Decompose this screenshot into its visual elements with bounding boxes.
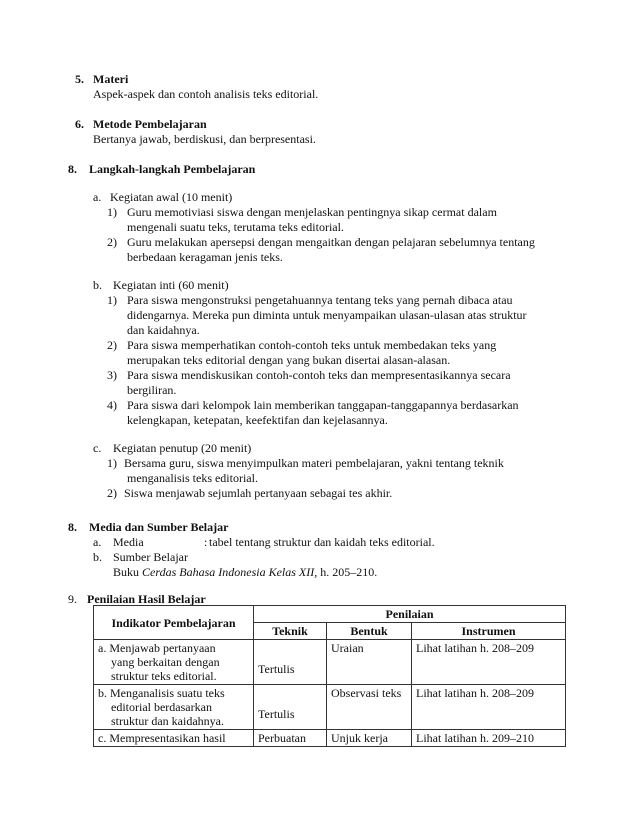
list-item-line: merupakan teks editorial dengan yang bukan disertai alasan-alasan. — [127, 353, 451, 367]
list-number: 1) — [107, 293, 117, 307]
list-number: 1) — [107, 456, 117, 470]
kegiatan-awal-title: Kegiatan awal (10 menit) — [110, 190, 233, 204]
media-label: a. — [93, 535, 102, 549]
section-9-title: Penilaian Hasil Belajar — [87, 592, 206, 606]
teknik-cell: Tertulis — [254, 640, 327, 685]
buku-prefix: Buku — [113, 565, 140, 579]
sumber-name: Sumber Belajar — [113, 550, 188, 564]
teknik-cell: Tertulis — [254, 685, 327, 730]
kegiatan-penutup-title: Kegiatan penutup (20 menit) — [113, 441, 252, 455]
indikator-line: Menjawab pertanyaan — [109, 641, 216, 655]
bentuk-cell: Unjuk kerja — [327, 730, 412, 747]
row-label: c. — [98, 731, 107, 745]
list-item-line: Guru memotiviasi siswa dengan menjelaskan pentingnya sikap cermat dalam — [127, 205, 497, 219]
list-item-line: menganalisis teks editorial. — [127, 471, 258, 485]
header-instrumen: Instrumen — [412, 623, 566, 640]
indikator-line: Menganalisis suatu teks — [110, 686, 225, 700]
list-item-line: Guru melakukan apersepsi dengan mengaitkan dengan pelajaran sebelumnya tentang — [127, 235, 535, 249]
list-item-line: kelengkapan, ketepatan, keefektifan dan kejelasannya. — [127, 413, 388, 427]
list-number: 3) — [107, 368, 117, 382]
section-5-number: 5. — [75, 72, 84, 86]
section-media-title: Media dan Sumber Belajar — [89, 520, 229, 534]
section-6-text: Bertanya jawab, berdiskusi, dan berpresentasi. — [93, 132, 316, 146]
list-item-line: Para siswa memperhatikan contoh-contoh teks untuk membedakan teks yang — [127, 338, 497, 352]
table-row — [94, 730, 566, 747]
list-number: 4) — [107, 398, 117, 412]
list-item-line: didengarnya. Mereka pun diminta untuk menyampaikan ulasan-ulasan atas struktur — [127, 308, 527, 322]
indikator-line: struktur dan kaidahnya. — [111, 714, 224, 728]
kegiatan-awal-label: a. — [93, 190, 102, 204]
media-separator: : — [204, 535, 208, 549]
kegiatan-inti-label: b. — [93, 278, 102, 292]
indikator-cell — [94, 685, 254, 730]
bentuk-cell: Observasi teks — [327, 685, 412, 730]
list-item-line: dan kaidahnya. — [127, 323, 200, 337]
section-5-title: Materi — [93, 72, 129, 86]
table-row — [94, 685, 566, 730]
indikator-line: struktur teks editorial. — [111, 669, 217, 683]
list-item-line: mengenali suatu teks, terutama teks editorial. — [127, 220, 344, 234]
sumber-label: b. — [93, 550, 102, 564]
buku-title: Cerdas Bahasa Indonesia Kelas XII, — [142, 565, 318, 579]
indikator-line: editorial berdasarkan — [111, 700, 212, 714]
section-8-number: 8. — [68, 162, 77, 176]
instrumen-cell: Lihat latihan h. 208–209 — [412, 640, 566, 685]
list-item-line: bergiliran. — [127, 383, 177, 397]
section-5-text: Aspek-aspek dan contoh analisis teks editorial. — [93, 87, 319, 101]
list-item-line: Para siswa dari kelompok lain memberikan tanggapan-tanggapannya berdasarkan — [127, 398, 519, 412]
kegiatan-penutup-label: c. — [93, 441, 102, 455]
section-8-title: Langkah-langkah Pembelajaran — [89, 162, 256, 176]
list-number: 2) — [107, 235, 117, 249]
list-item-line: Siswa menjawab sejumlah pertanyaan sebagai tes akhir. — [124, 486, 393, 500]
table-row — [94, 640, 566, 685]
media-value: tabel tentang struktur dan kaidah teks editorial. — [209, 535, 435, 549]
section-media-number: 8. — [68, 520, 77, 534]
list-item-line: Para siswa mendiskusikan contoh-contoh teks dan mempresentasikannya secara — [127, 368, 511, 382]
indikator-cell — [94, 730, 254, 747]
list-item-line: Bersama guru, siswa menyimpulkan materi pembelajaran, yakni tentang teknik — [124, 456, 504, 470]
section-6-number: 6. — [75, 117, 84, 131]
media-name: Media — [113, 535, 144, 549]
indikator-line: Mempresentasikan hasil — [109, 731, 226, 745]
bentuk-cell: Uraian — [327, 640, 412, 685]
buku-pages: h. 205–210. — [320, 565, 378, 579]
list-number: 1) — [107, 205, 117, 219]
instrumen-cell: Lihat latihan h. 209–210 — [412, 730, 566, 747]
header-indikator: Indikator Pembelajaran — [94, 606, 254, 640]
section-6-title: Metode Pembelajaran — [93, 117, 207, 131]
kegiatan-inti-title: Kegiatan inti (60 menit) — [113, 278, 229, 292]
list-item-line: berbedaan keragaman jenis teks. — [127, 250, 283, 264]
header-penilaian: Penilaian — [254, 606, 566, 623]
section-9-number: 9. — [68, 592, 77, 606]
list-item-line: Para siswa mengonstruksi pengetahuannya tentang teks yang pernah dibaca atau — [127, 293, 513, 307]
header-teknik: Teknik — [254, 623, 327, 640]
row-label: a. — [98, 641, 107, 655]
row-label: b. — [98, 686, 107, 700]
instrumen-cell: Lihat latihan h. 208–209 — [412, 685, 566, 730]
list-number: 2) — [107, 338, 117, 352]
buku-reference — [113, 565, 377, 580]
indikator-line: yang berkaitan dengan — [111, 655, 220, 669]
teknik-cell: Perbuatan — [254, 730, 327, 747]
penilaian-table — [93, 605, 566, 747]
header-bentuk: Bentuk — [327, 623, 412, 640]
list-number: 2) — [107, 486, 117, 500]
indikator-cell — [94, 640, 254, 685]
